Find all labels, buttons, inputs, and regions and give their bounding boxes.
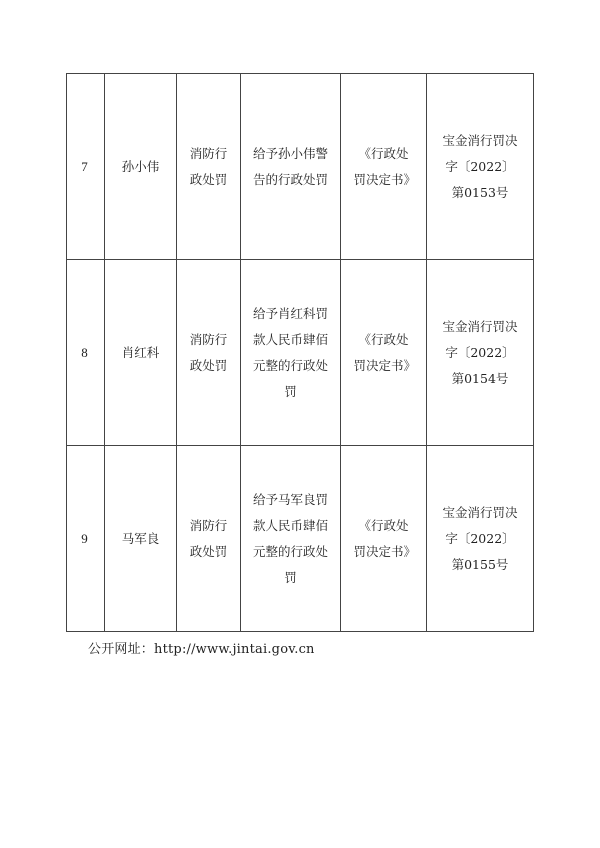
document-number-text: 宝金消行罚决字〔2022〕第0153号 bbox=[442, 132, 518, 200]
decision-document bbox=[341, 446, 427, 632]
decision-document-text: 《行政处罚决定书》 bbox=[353, 517, 417, 559]
row-number: 9 bbox=[67, 446, 105, 632]
decision-document bbox=[341, 260, 427, 446]
public-url-line: 公开网址：http://www.jintai.gov.cn bbox=[88, 642, 315, 657]
document-number bbox=[427, 260, 534, 446]
penalty-table bbox=[66, 73, 534, 632]
penalty-type bbox=[177, 260, 241, 446]
row-number: 8 bbox=[67, 260, 105, 446]
person-name: 肖红科 bbox=[105, 260, 177, 446]
penalty-content bbox=[241, 260, 341, 446]
penalty-content-text: 给予孙小伟警告的行政处罚 bbox=[252, 145, 328, 187]
penalty-type-text: 消防行政处罚 bbox=[189, 145, 228, 187]
decision-document-text: 《行政处罚决定书》 bbox=[353, 331, 417, 373]
penalty-type bbox=[177, 446, 241, 632]
table-row bbox=[67, 446, 534, 632]
document-number bbox=[427, 74, 534, 260]
table-row bbox=[67, 74, 534, 260]
person-name: 马军良 bbox=[105, 446, 177, 632]
decision-document-text: 《行政处罚决定书》 bbox=[353, 145, 417, 187]
document-number-text: 宝金消行罚决字〔2022〕第0154号 bbox=[442, 318, 518, 386]
penalty-content bbox=[241, 446, 341, 632]
penalty-content bbox=[241, 74, 341, 260]
document-number bbox=[427, 446, 534, 632]
document-number-text: 宝金消行罚决字〔2022〕第0155号 bbox=[442, 504, 518, 572]
penalty-type-text: 消防行政处罚 bbox=[189, 517, 228, 559]
table-row bbox=[67, 260, 534, 446]
penalty-type bbox=[177, 74, 241, 260]
decision-document bbox=[341, 74, 427, 260]
penalty-content-text: 给予肖红科罚款人民币肆佰元整的行政处罚 bbox=[252, 305, 328, 399]
person-name: 孙小伟 bbox=[105, 74, 177, 260]
penalty-type-text: 消防行政处罚 bbox=[189, 331, 228, 373]
penalty-content-text: 给予马军良罚款人民币肆佰元整的行政处罚 bbox=[252, 491, 328, 585]
row-number: 7 bbox=[67, 74, 105, 260]
